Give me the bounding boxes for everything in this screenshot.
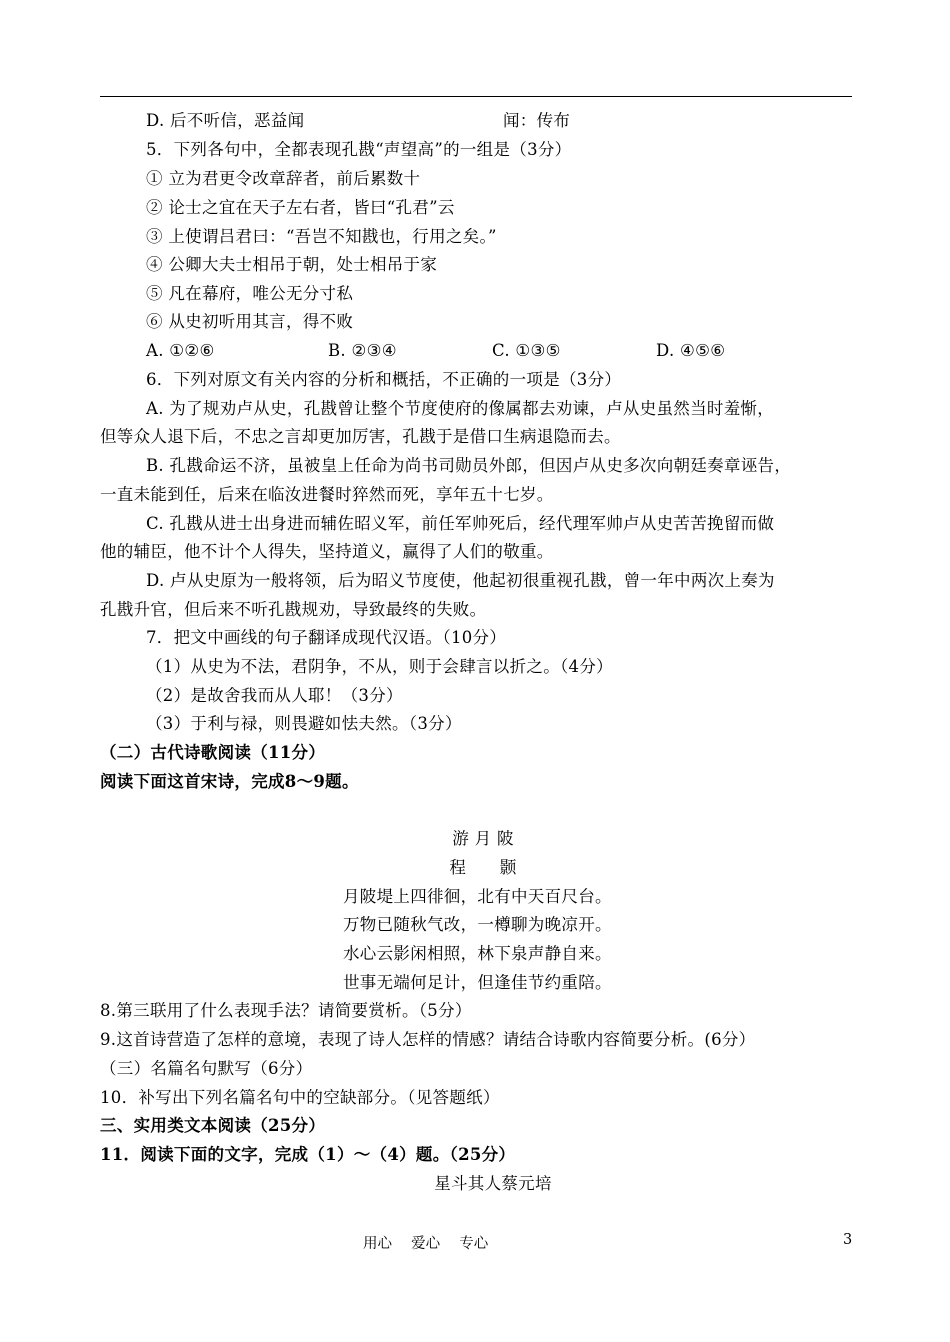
q6-option-a-line1: A. 为了规劝卢从史，孔戡曾让整个节度使府的像属都去劝谏，卢从史虽然当时羞惭， bbox=[146, 399, 775, 418]
poem-author: 程 颢 bbox=[449, 858, 517, 877]
footer-motto: 用心 爱心 专心 bbox=[363, 1236, 489, 1252]
q6-option-b-line1: B. 孔戡命运不济，虽被皇上任命为尚书司勋员外郎，但因卢从史多次向朝廷奏章诬告， bbox=[146, 456, 792, 475]
poem-line: 万物已随秋气改，一樽聊为晚凉开。 bbox=[343, 915, 612, 934]
q4-option-d-text: D. 后不听信，恶益闻 bbox=[146, 111, 305, 130]
q5-option-c: C. ①③⑤ bbox=[492, 341, 561, 360]
q8-stem: 8.第三联用了什么表现手法？请简要赏析。（5分） bbox=[100, 1001, 472, 1020]
q6-option-c-line2: 他的辅臣，他不计个人得失，坚持道义，赢得了人们的敬重。 bbox=[100, 542, 554, 561]
section-dictation-heading: （三）名篇名句默写（6分） bbox=[100, 1059, 313, 1078]
q6-option-d-line1: D. 卢从史原为一般将领，后为昭义节度使，他起初很重视孔戡，曾一年中两次上奏为 bbox=[146, 571, 775, 590]
poem-line: 世事无端何足计，但逢佳节约重陪。 bbox=[343, 973, 612, 992]
q6-option-a-line2: 但等众人退下后，不忠之言却更加厉害，孔戡于是借口生病退隐而去。 bbox=[100, 427, 621, 446]
q5-option-d: D. ④⑤⑥ bbox=[656, 341, 726, 360]
q9-stem: 9.这首诗营造了怎样的意境，表现了诗人怎样的情感？请结合诗歌内容简要分析。(6分） bbox=[100, 1030, 756, 1049]
q5-stem: 5．下列各句中，全都表现孔戡“声望高”的一组是（3分） bbox=[146, 140, 572, 159]
header-rule bbox=[100, 96, 852, 97]
q5-item: ⑤ 凡在幕府，唯公无分寸私 bbox=[146, 284, 354, 303]
section-three-heading: 三、实用类文本阅读（25分） bbox=[100, 1116, 326, 1135]
q6-option-d-line2: 孔戡升官，但后来不听孔戡规劝，导致最终的失败。 bbox=[100, 600, 487, 619]
section-poetry-heading: （二）古代诗歌阅读（11分） bbox=[100, 743, 326, 762]
q5-option-a: A. ①②⑥ bbox=[146, 341, 215, 360]
q5-item: ⑥ 从史初听用其言，得不败 bbox=[146, 312, 354, 331]
section-poetry-instruction: 阅读下面这首宋诗，完成8～9题。 bbox=[100, 772, 359, 791]
q4-option-d bbox=[146, 110, 304, 132]
q7-item: （1）从史为不法，君阴争，不从，则于会肆言以折之。（4分） bbox=[146, 657, 613, 676]
q6-stem: 6．下列对原文有关内容的分析和概括，不正确的一项是（3分） bbox=[146, 370, 622, 389]
poem-line: 月陂堤上四徘徊，北有中天百尺台。 bbox=[343, 887, 612, 906]
poem-line: 水心云影闲相照，林下泉声静自来。 bbox=[343, 944, 612, 963]
q4-option-d-meaning: 闻：传布 bbox=[503, 111, 571, 130]
q7-stem: 7．把文中画线的句子翻译成现代汉语。（10分） bbox=[146, 628, 507, 647]
q5-item: ② 论士之宜在天子左右者，皆曰“孔君”云 bbox=[146, 198, 455, 217]
article-title: 星斗其人蔡元培 bbox=[434, 1174, 552, 1193]
page-number: 3 bbox=[843, 1232, 853, 1248]
poem-title: 游 月 陂 bbox=[452, 829, 514, 848]
q5-item: ① 立为君更令改章辞者，前后累数十 bbox=[146, 169, 421, 188]
q5-item: ④ 公卿大夫士相吊于朝，处士相吊于家 bbox=[146, 255, 438, 274]
q6-option-c-line1: C. 孔戡从进士出身进而辅佐昭义军，前任军帅死后，经代理军帅卢从史苦苦挽留而做 bbox=[146, 514, 775, 533]
q6-option-b-line2: 一直未能到任，后来在临汝进餐时猝然而死，享年五十七岁。 bbox=[100, 485, 554, 504]
q10-stem: 10．补写出下列名篇名句中的空缺部分。（见答题纸） bbox=[100, 1088, 500, 1107]
q7-item: （2）是故舍我而从人耶！（3分） bbox=[146, 686, 403, 705]
q11-stem: 11．阅读下面的文字，完成（1）～（4）题。（25分） bbox=[100, 1145, 516, 1164]
q5-item: ③ 上使谓吕君曰：“吾岂不知戡也，行用之矣。” bbox=[146, 227, 497, 246]
q7-item: （3）于利与禄，则畏避如怯夫然。（3分） bbox=[146, 714, 462, 733]
q5-option-b: B. ②③④ bbox=[328, 341, 397, 360]
